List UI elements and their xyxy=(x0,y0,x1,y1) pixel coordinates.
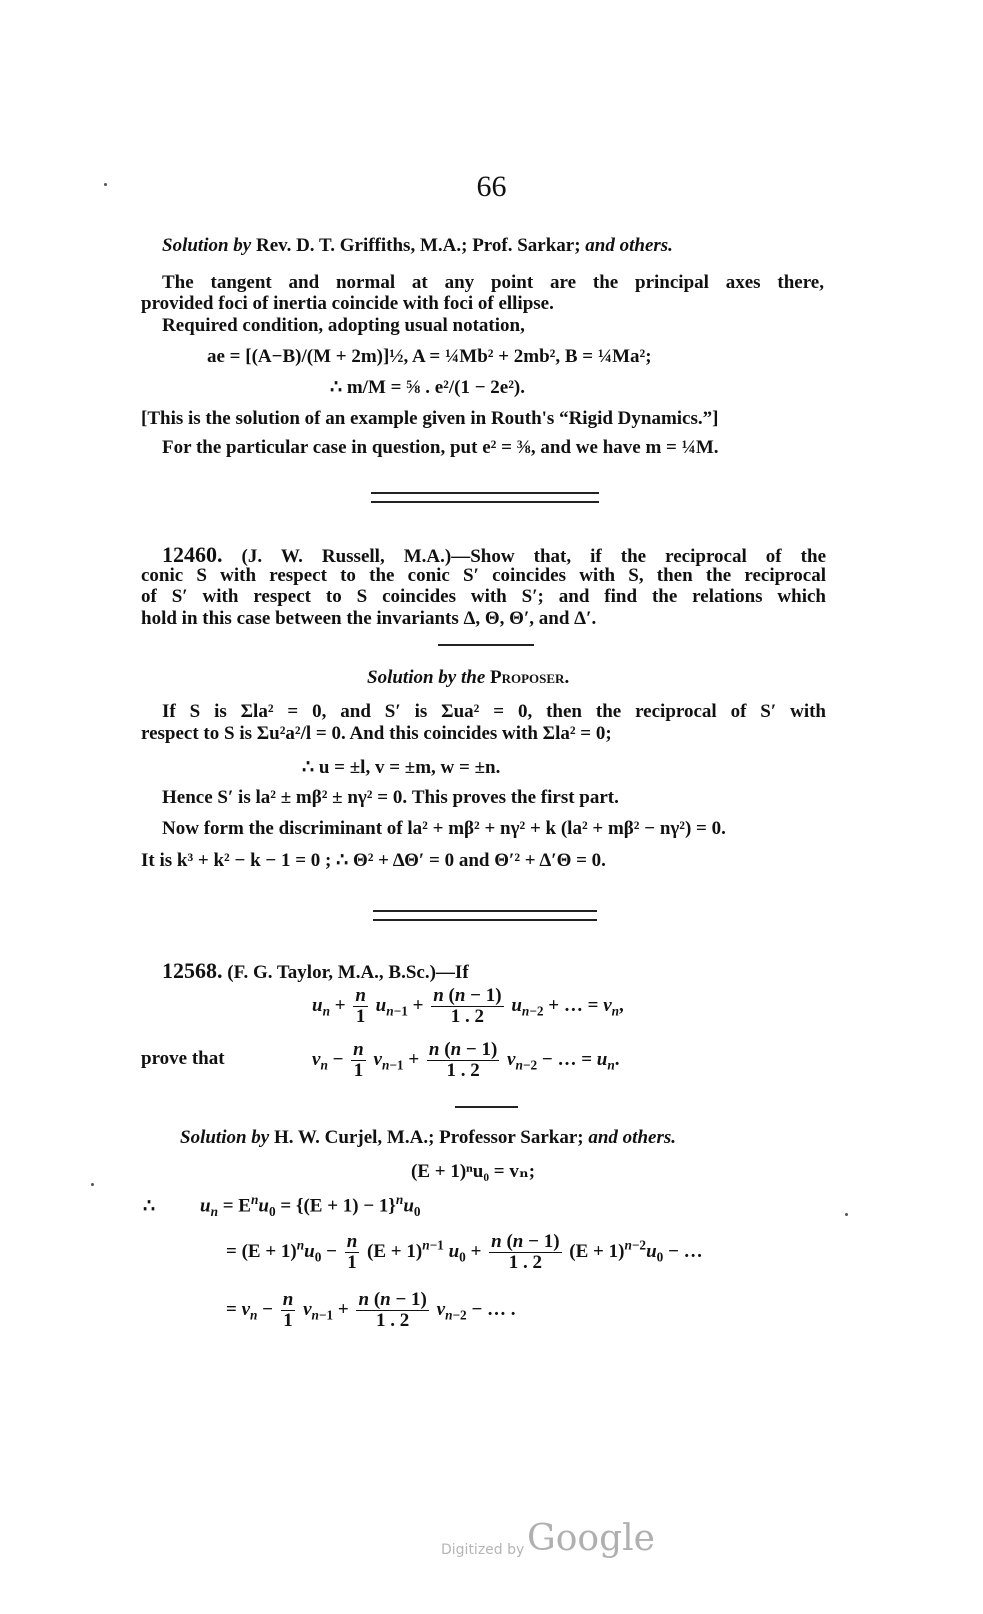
body-line: provided foci of inertia coincide with foci of ellipse. xyxy=(141,293,554,314)
google-watermark: Google xyxy=(527,1518,655,1559)
prove-that-label: prove that xyxy=(141,1048,225,1069)
solution-heading: Solution by the Proposer. xyxy=(367,667,570,688)
body-line: [This is the solution of an example given in Routh's “Rigid Dynamics.”] xyxy=(141,408,719,429)
section-divider xyxy=(373,910,597,921)
question-line: 12460. (J. W. Russell, M.A.)—Show that, if the reciprocal of the xyxy=(162,542,826,567)
question-line: conic S with respect to the conic S′ coincides with S, then the reciprocal xyxy=(141,565,826,586)
page-number: 66 xyxy=(476,170,507,203)
equation-hypothesis: $u_n$ + $\frac{n}{1}$ $u_{n-1}$ + $\frac{n (n - 1)}{1 . 2}$ $u_{n-2}$ + … = $v_n$, xyxy=(312,985,624,1027)
body-line: For the particular case in question, put e² = ⅜, and we have m = ¼M. xyxy=(162,437,719,458)
solution-line: Now form the discriminant of la² + mβ² + nγ² + k (la² + mβ² − nγ²) = 0. xyxy=(162,818,726,839)
question-line: 12568. (F. G. Taylor, M.A., B.Sc.)—If xyxy=(162,958,469,983)
solution-line: respect to S is Σu²a²/l = 0. And this coincides with Σla² = 0; xyxy=(141,723,612,744)
solution-line: Hence S′ is la² ± mβ² ± nγ² = 0. This proves the first part. xyxy=(162,787,619,808)
solution-heading: Solution by H. W. Curjel, M.A.; Professor Sarkar; and others. xyxy=(180,1127,676,1148)
equation-step-3: = $v_n$ − $\frac{n}{1}$ $v_{n-1}$ + $\frac{n (n - 1)}{1 . 2}$ $v_{n-2}$ − … . xyxy=(226,1289,516,1331)
solution-heading: Solution by Rev. D. T. Griffiths, M.A.; Prof. Sarkar; and others. xyxy=(162,235,673,256)
equation-step-1: $u_n = E^nu_0 = \{(E + 1) - 1\}^nu_0$ xyxy=(200,1192,421,1220)
equation: ae = [(A−B)/(M + 2m)]½, A = ¼Mb² + 2mb², B = ¼Ma²; xyxy=(207,346,652,367)
scan-speck xyxy=(91,1183,94,1186)
body-line: Required condition, adopting usual notation, xyxy=(162,315,525,336)
question-line: of S′ with respect to S coincides with S′; and find the relations which xyxy=(141,586,826,607)
equation: ∴ u = ±l, v = ±m, w = ±n. xyxy=(302,757,501,778)
question-line: hold in this case between the invariants Δ, Θ, Θ′, and Δ′. xyxy=(141,608,597,629)
equation-conclusion: $v_n$ − $\frac{n}{1}$ $v_{n-1}$ + $\frac{n (n - 1)}{1 . 2}$ $v_{n-2}$ − … = $u_n$. xyxy=(312,1039,620,1081)
question-number: 12460. xyxy=(162,542,223,567)
therefore-symbol: ∴ xyxy=(143,1196,156,1217)
solution-line: It is k³ + k² − k − 1 = 0 ; ∴ Θ² + ΔΘ′ = 0 and Θ′² + Δ′Θ = 0. xyxy=(141,850,606,871)
equation-step-2: = $(E + 1)^nu_0$ − $\frac{n}{1}$ $(E + 1)^{n-1}$ $u_0$ + $\frac{n (n - 1)}{1 . 2}$ $(E + 1)^{n-2}u_0$ − … xyxy=(226,1231,703,1273)
question-number: 12568. xyxy=(162,958,223,983)
section-divider xyxy=(371,492,599,503)
equation: ∴ m/M = ⅝ . e²/(1 − 2e²). xyxy=(330,377,525,398)
short-divider xyxy=(438,644,534,646)
scan-speck xyxy=(845,1213,848,1216)
solution-line: If S is Σla² = 0, and S′ is Σua² = 0, then the reciprocal of S′ with xyxy=(162,701,826,722)
digitized-by-label: Digitized by xyxy=(441,1542,525,1558)
short-divider xyxy=(455,1106,518,1108)
body-line: The tangent and normal at any point are the principal axes there, xyxy=(162,272,824,293)
equation: (E + 1)ⁿu₀ = vₙ; xyxy=(411,1161,536,1182)
